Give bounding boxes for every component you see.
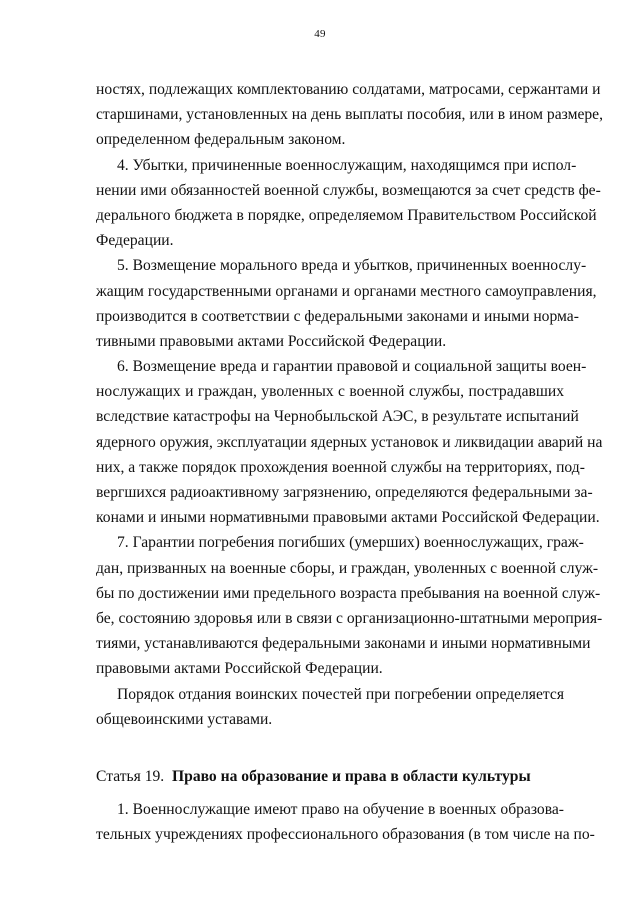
page-number: 49 xyxy=(314,28,326,40)
text-line: жащим государственными органами и органами местного самоуправления, xyxy=(96,282,597,300)
text-line: общевоинскими уставами. xyxy=(96,710,273,728)
text-line: определенном федеральным законом. xyxy=(96,131,346,149)
text-line: Федерации. xyxy=(96,232,174,250)
text-line: них, а также порядок прохождения военной службы на территориях, под- xyxy=(96,458,585,476)
text-line: дерального бюджета в порядке, определяемом Правительством Российской xyxy=(96,206,597,224)
text-line: старшинами, установленных на день выплаты пособия, или в ином размере, xyxy=(96,106,603,124)
text-line: тельных учреждениях профессионального образования (в том числе на по- xyxy=(96,826,595,844)
text-line: нении ими обязанностей военной службы, возмещаются за счет средств фе- xyxy=(96,181,601,199)
text-line: бы по достижении ими предельного возраста пребывания на военной служ- xyxy=(96,584,601,602)
text-line: вследствие катастрофы на Чернобыльской АЭС, в результате испытаний xyxy=(96,408,579,426)
text-line: 6. Возмещение вреда и гарантии правовой и социальной защиты воен- xyxy=(117,358,587,376)
text-line: вергшихся радиоактивному загрязнению, определяются федеральными за- xyxy=(96,484,593,501)
text-line: правовыми актами Российской Федерации. xyxy=(96,660,383,678)
text-line: ностях, подлежащих комплектованию солдатами, матросами, сержантами и xyxy=(96,81,601,98)
text-line: тиями, устанавливаются федеральными законами и иными нормативными xyxy=(96,635,591,653)
text-line: бе, состоянию здоровья или в связи с организационно-штатными мероприя- xyxy=(96,609,603,627)
text-line: 4. Убытки, причиненные военнослужащим, находящимся при испол- xyxy=(117,156,577,174)
article-heading xyxy=(96,764,564,789)
text-line: нослужащих и граждан, уволенных с военной службы, пострадавших xyxy=(96,383,564,401)
text-line: 7. Гарантии погребения погибших (умерших) военнослужащих, граж- xyxy=(117,534,584,552)
text-line: 5. Возмещение морального вреда и убытков, причиненных военнослу- xyxy=(117,257,587,275)
paragraphs-before-article xyxy=(96,77,603,732)
text-line: ядерного оружия, эксплуатации ядерных установок и ликвидации аварий на xyxy=(96,433,603,451)
article-label: Статья 19. xyxy=(96,767,165,785)
section-gap xyxy=(96,732,564,764)
text-line: 1. Военнослужащие имеют право на обучение в военных образова- xyxy=(117,801,564,819)
body-text xyxy=(96,77,603,847)
article-title: Право на образование и права в области культуры xyxy=(172,767,531,785)
paragraphs-after-article xyxy=(96,797,595,847)
text-line: производится в соответствии с федеральными законами и иными норма- xyxy=(96,307,579,325)
text-line: конами и иными нормативными правовыми актами Российской Федерации. xyxy=(96,509,600,527)
text-line: дан, призванных на военные сборы, и граждан, уволенных с военной служ- xyxy=(96,559,599,577)
text-line: Порядок отдания воинских почестей при погребении определяется xyxy=(117,685,564,703)
text-line: тивными правовыми актами Российской Федерации. xyxy=(96,332,447,350)
